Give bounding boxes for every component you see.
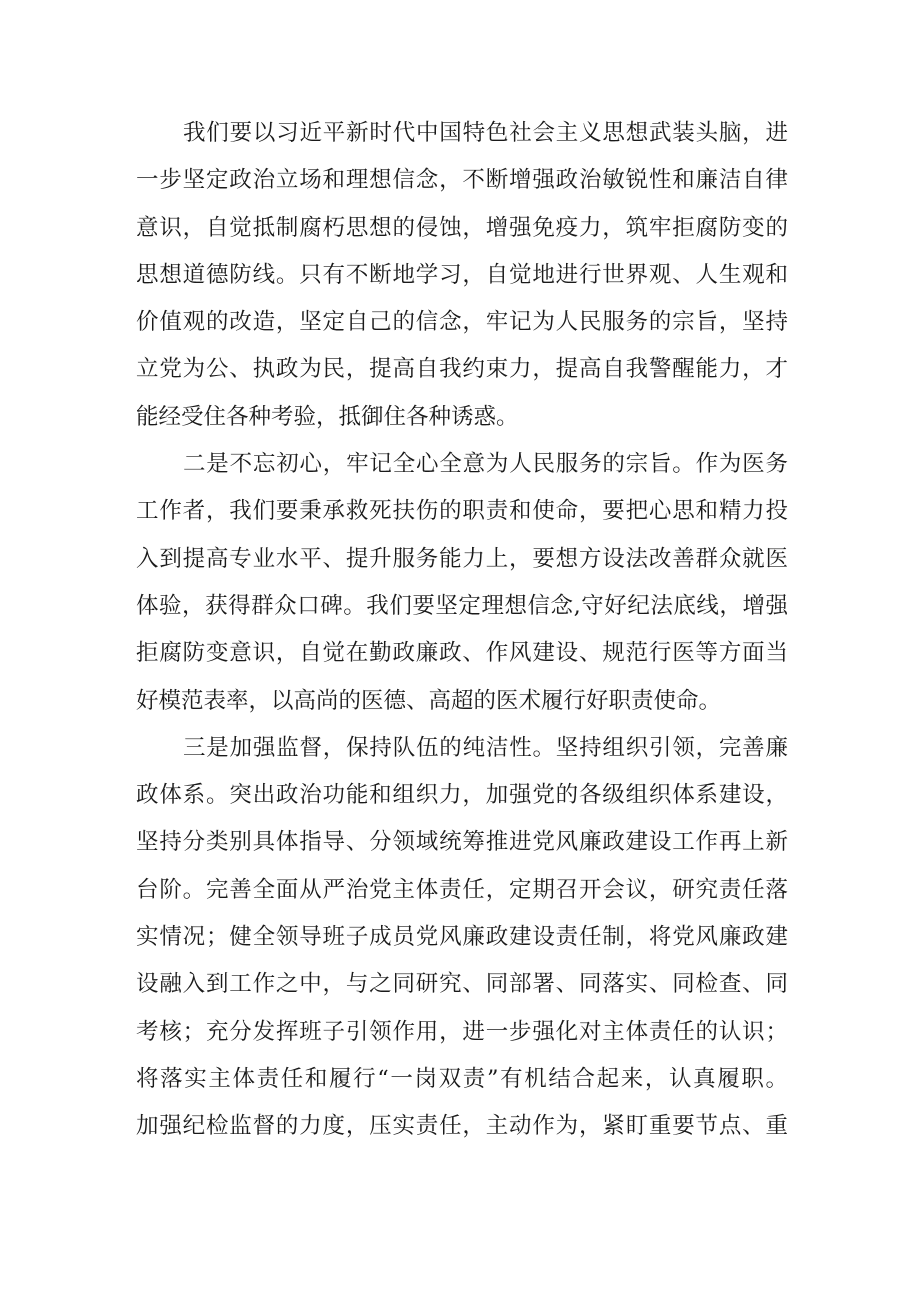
paragraph-3-line-2: 政体系。突出政治功能和组织力，加强党的各级组织体系建设，: [136, 782, 788, 809]
paragraph-3-line-4: 台阶。完善全面从严治党主体责任，定期召开会议，研究责任落: [136, 876, 788, 903]
paragraph-3-line-1: 三是加强监督，保持队伍的纯洁性。坚持组织引领，完善廉: [183, 734, 788, 761]
paragraph-3-line-5: 实情况；健全领导班子成员党风廉政建设责任制，将党风廉政建: [136, 924, 788, 951]
paragraph-3-line-8: 将落实主体责任和履行“一岗双责”有机结合起来，认真履职。: [136, 1065, 788, 1092]
paragraph-2-line-1: 二是不忘初心，牢记全心全意为人民服务的宗旨。作为医务: [183, 451, 788, 478]
paragraph-1-line-2: 一步坚定政治立场和理想信念，不断增强政治敏锐性和廉洁自律: [136, 167, 788, 194]
paragraph-2-line-3: 入到提高专业水平、提升服务能力上，要想方设法改善群众就医: [136, 545, 788, 572]
paragraph-2-line-5: 拒腐防变意识，自觉在勤政廉政、作风建设、规范行医等方面当: [136, 640, 788, 667]
paragraph-2-line-4: 体验，获得群众口碑。我们要坚定理想信念,守好纪法底线，增强: [136, 592, 788, 619]
paragraph-1-line-3: 意识，自觉抵制腐朽思想的侵蚀，增强免疫力，筑牢拒腐防变的: [136, 214, 788, 241]
paragraph-2-line-2: 工作者，我们要秉承救死扶伤的职责和使命，要把心思和精力投: [136, 498, 788, 525]
paragraph-3-line-3: 坚持分类别具体指导、分领域统筹推进党风廉政建设工作再上新: [136, 829, 788, 856]
paragraph-1-line-6: 立党为公、执政为民，提高自我约束力，提高自我警醒能力，才: [136, 356, 788, 383]
paragraph-3-line-7: 考核；充分发挥班子引领作用，进一步强化对主体责任的认识；: [136, 1018, 788, 1045]
paragraph-1-line-7: 能经受住各种考验，抵御住各种诱惑。: [136, 403, 519, 430]
document-body: [136, 110, 788, 1151]
paragraph-2-line-6: 好模范表率，以高尚的医德、高超的医术履行好职责使命。: [136, 687, 722, 714]
paragraph-3-line-9: 加强纪检监督的力度，压实责任，主动作为，紧盯重要节点、重: [136, 1113, 788, 1140]
paragraph-3-line-6: 设融入到工作之中，与之同研究、同部署、同落实、同检查、同: [136, 971, 788, 998]
paragraph-1-line-5: 价值观的改造，坚定自己的信念，牢记为人民服务的宗旨，坚持: [136, 309, 788, 336]
paragraph-1-line-4: 思想道德防线。只有不断地学习，自觉地进行世界观、人生观和: [136, 261, 788, 288]
paragraph-1-line-1: 我们要以习近平新时代中国特色社会主义思想武装头脑，进: [183, 120, 788, 146]
